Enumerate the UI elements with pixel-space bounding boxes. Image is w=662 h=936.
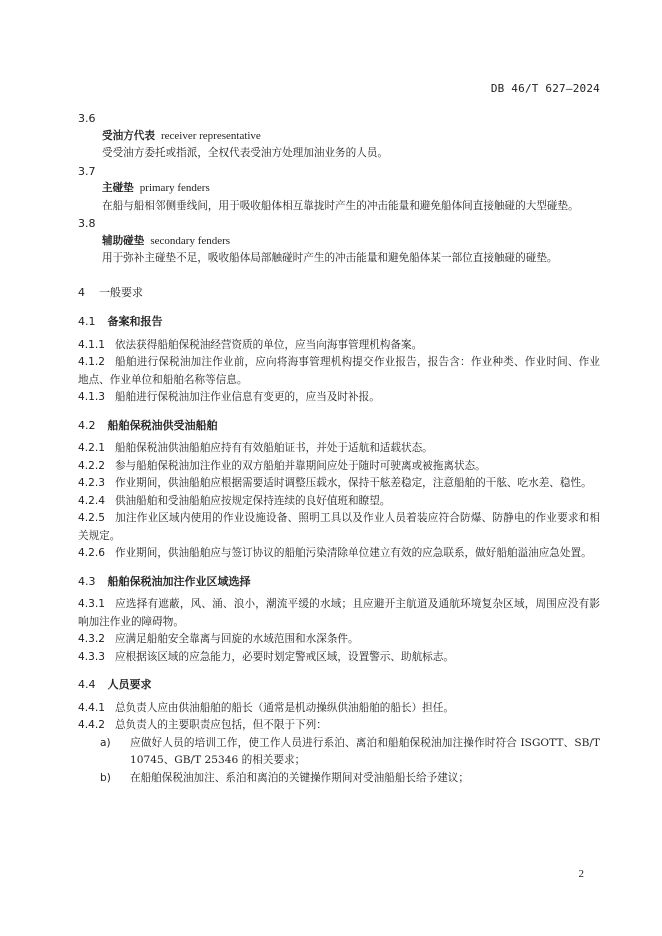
term-title xyxy=(78,180,600,198)
clause-number: 4.2.3 xyxy=(78,477,105,489)
term-en: secondary fenders xyxy=(150,234,231,247)
section-title: 船舶保税油供受油船舶 xyxy=(107,418,218,432)
clause-text: 船舶进行保税油加注作业前，应向将海事管理机构提交作业报告，报告含：作业种类、作业时间、作业地点、作业单位和船舶名称等信息。 xyxy=(78,356,600,386)
term-number: 3.7 xyxy=(78,164,96,178)
section-heading xyxy=(78,573,600,591)
term-entry xyxy=(78,215,600,268)
section-number: 4.4 xyxy=(78,678,96,691)
clause xyxy=(78,510,600,545)
chapter-title: 一般要求 xyxy=(99,285,143,299)
clause-text: 应根据该区域的应急能力，必要时划定警戒区域，设置警示、助航标志。 xyxy=(114,650,454,663)
clause xyxy=(78,440,600,458)
clause-number: 4.4.1 xyxy=(78,701,105,714)
clause-text: 应选择有遮蔽，风、涌、浪小，潮流平缓的水域；且应避开主航道及通航环境复杂区域，周围应没有影响加注作业的障碍物。 xyxy=(78,598,600,628)
chapter-number: 4 xyxy=(78,285,85,299)
term-definition: 受受油方委托或指派，全权代表受油方处理加油业务的人员。 xyxy=(102,147,389,159)
clause-text: 参与船舶保税油加注作业的双方船舶并靠期间应处于随时可驶离或被拖离状态。 xyxy=(114,459,486,472)
list-marker: a) xyxy=(100,736,111,749)
clause-number: 4.1.2 xyxy=(78,356,105,368)
term-en: primary fenders xyxy=(139,182,210,194)
term-zh: 辅助碰垫 xyxy=(102,234,145,247)
section-title: 备案和报告 xyxy=(107,315,163,328)
section-title: 船舶保税油加注作业区域选择 xyxy=(107,574,251,588)
clause-number: 4.2.4 xyxy=(78,494,105,507)
list-item xyxy=(78,770,600,788)
clause xyxy=(78,389,600,407)
term-entry xyxy=(78,110,600,163)
term-number: 3.6 xyxy=(78,112,96,125)
standard-code: DB 46/T 627—2024 xyxy=(490,82,600,95)
section-number: 4.3 xyxy=(78,574,96,588)
clause-number: 4.4.2 xyxy=(78,719,105,731)
clause-text: 作业期间，供油船舶应与签订协议的船舶污染清除单位建立有效的应急联系，做好船舶溢油应急处置。 xyxy=(114,547,592,559)
clause-number: 4.2.1 xyxy=(78,442,105,454)
clause-text: 总负责人应由供油船舶的船长（通常是机动操纵供油船舶的船长）担任。 xyxy=(114,701,454,714)
section-heading xyxy=(78,313,600,331)
section-heading xyxy=(78,676,600,694)
clause xyxy=(78,631,600,649)
term-title xyxy=(78,128,600,146)
clause-number: 4.1.1 xyxy=(78,338,105,351)
term-entry xyxy=(78,163,600,216)
term-en: receiver representative xyxy=(160,129,261,142)
page-number: 2 xyxy=(578,868,584,880)
clause xyxy=(78,493,600,511)
clause-number: 4.2.6 xyxy=(78,547,105,559)
clause-text: 供油船舶和受油船舶应按规定保持连续的良好值班和瞭望。 xyxy=(114,494,391,507)
term-number: 3.8 xyxy=(78,217,96,230)
clause-text: 依法获得船舶保税油经营资质的单位，应当向海事管理机构备案。 xyxy=(114,338,423,351)
term-definition: 在船与船相邻侧垂线间，用于吸收船体相互靠拢时产生的冲击能量和避免船体间直接触碰的大型碰垫。 xyxy=(102,199,579,212)
clause-text: 应满足船舶安全靠离与回旋的水域范围和水深条件。 xyxy=(114,633,359,645)
list-item xyxy=(78,735,600,770)
clause-text: 作业期间，供油船舶应根据需要适时调整压载水，保持干舷差稳定，注意船舶的干舷、吃水差、稳性。 xyxy=(114,477,592,489)
clause-number: 4.3.2 xyxy=(78,633,105,645)
clause-text: 加注作业区域内使用的作业设施设备、照明工具以及作业人员着装应符合防爆、防静电的作业要求和相关规定。 xyxy=(78,512,600,542)
section-number: 4.2 xyxy=(78,418,96,432)
clause-text: 船舶保税油供油船舶应持有有效船舶证书，并处于适航和适载状态。 xyxy=(114,442,433,454)
clause-number: 4.3.3 xyxy=(78,650,105,663)
clause xyxy=(78,545,600,563)
clause xyxy=(78,475,600,493)
clause-number: 4.2.5 xyxy=(78,512,105,524)
clause xyxy=(78,458,600,476)
section-title: 人员要求 xyxy=(107,678,152,691)
clause-number: 4.1.3 xyxy=(78,391,105,403)
clause xyxy=(78,354,600,389)
clause xyxy=(78,649,600,667)
term-definition: 用于弥补主碰垫不足，吸收船体局部触碰时产生的冲击能量和避免船体某一部位直接触碰的碰垫。 xyxy=(102,252,558,264)
section-heading xyxy=(78,417,600,435)
list-item-text: 在船舶保税油加注、系泊和离泊的关键操作期间对受油船船长给予建议； xyxy=(130,771,469,784)
page-content xyxy=(78,110,600,787)
clause-number: 4.2.2 xyxy=(78,459,105,472)
term-title xyxy=(78,233,600,251)
list-item-text: 应做好人员的培训工作，使工作人员进行系泊、离泊和船舶保税油加注操作时符合 ISGOTT、SB/T 10745、GB/T 25346 的相关要求； xyxy=(130,736,600,766)
section-number: 4.1 xyxy=(78,315,96,328)
clause-text: 总负责人的主要职责应包括，但不限于下列： xyxy=(114,719,327,731)
chapter-heading xyxy=(78,284,600,302)
list-marker: b) xyxy=(100,771,111,784)
term-zh: 主碰垫 xyxy=(102,182,134,194)
clause-number: 4.3.1 xyxy=(78,598,105,610)
clause xyxy=(78,700,600,718)
clause xyxy=(78,596,600,631)
term-zh: 受油方代表 xyxy=(102,129,155,142)
clause-text: 船舶进行保税油加注作业信息有变更的，应当及时补报。 xyxy=(114,391,380,403)
clause xyxy=(78,337,600,355)
clause xyxy=(78,717,600,735)
